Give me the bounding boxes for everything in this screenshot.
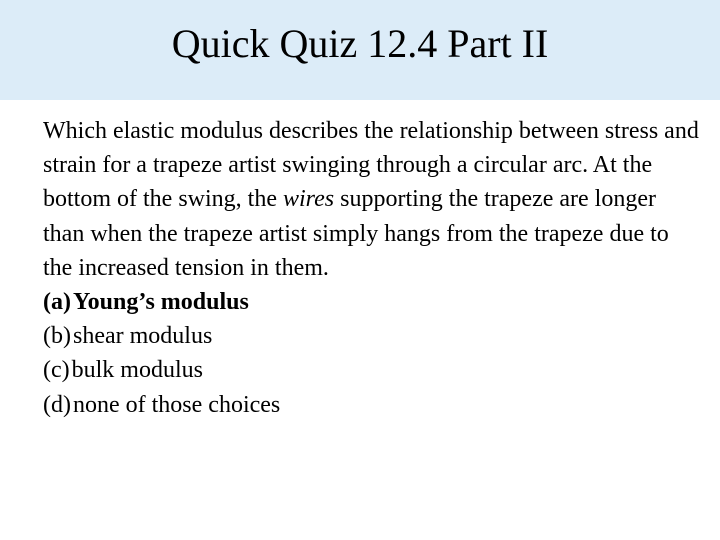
choice-a-letter: (a) <box>43 289 71 316</box>
choice-d <box>43 388 703 422</box>
choice-c-text: bulk modulus <box>71 357 203 384</box>
choice-c <box>43 353 703 387</box>
choice-b-text: shear modulus <box>72 323 213 350</box>
choice-a <box>43 285 703 319</box>
choice-a-text: Young’s modulus <box>72 289 249 316</box>
question-text-start: Which elastic modulus describes the relationship between stress and strain for a trapeze artist swinging through a circular arc. At the bottom of the swing, the <box>43 118 699 213</box>
choice-d-letter: (d) <box>43 391 71 418</box>
choice-b-letter: (b) <box>43 323 71 350</box>
question-text <box>43 114 703 285</box>
question-text-end: supporting the trapeze are longer than when the trapeze artist simply hangs from the trapeze due to the increased tension in them. <box>43 186 669 281</box>
choice-b <box>43 319 703 353</box>
slide-title: Quick Quiz 12.4 Part II <box>171 21 549 66</box>
title-band <box>0 0 720 100</box>
answer-choices <box>43 285 703 422</box>
choice-d-text: none of those choices <box>72 391 281 418</box>
question-italic-word: wires <box>282 186 335 213</box>
slide-content <box>43 114 703 422</box>
choice-c-letter: (c) <box>43 357 70 384</box>
